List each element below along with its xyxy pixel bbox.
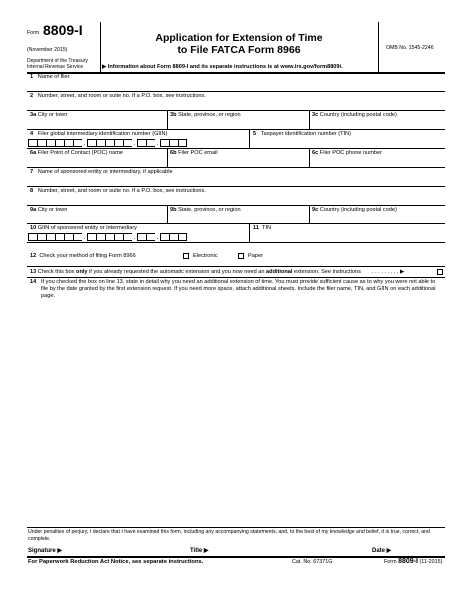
field-label: Filer Point of Contact (POC) name xyxy=(37,150,123,156)
title-line2: to File FATCA Form 8966 xyxy=(177,44,301,56)
paper-checkbox[interactable] xyxy=(238,253,244,259)
poc-phone-input[interactable] xyxy=(312,157,442,166)
field-label: TIN xyxy=(262,225,272,231)
header-divider-right xyxy=(378,22,379,73)
title-label: Title ▶ xyxy=(190,548,209,554)
revision-date: (November 2015) xyxy=(27,47,68,53)
line14-instructions: If you checked the box on line 13, state in detail why you need an additional extension of time. You must provide sufficient cause as to why you were not able to file by the date granted by the first extension request. If you need more space, attach additional sheets. Include the filer name, TIN, and GIIN on each additional page. xyxy=(41,279,436,299)
field-label: Filer global intermediary identification number (GIIN) xyxy=(37,131,168,137)
field-label: State, province, or region xyxy=(178,207,241,213)
penalty-statement: Under penalties of perjury, I declare that I have examined this form, including any accompanying statements, and, to the best of my knowledge and belief, it is true, correct, and complete. xyxy=(28,529,430,542)
footer-form-number: 8809-I xyxy=(398,558,418,565)
field-label: Country (including postal code) xyxy=(319,112,397,118)
sponsored-address-input[interactable] xyxy=(40,196,440,205)
filer-name-input[interactable] xyxy=(40,82,440,91)
line-number: 12 xyxy=(30,253,37,259)
field-label: State, province, or region xyxy=(178,112,241,118)
field-label: GIIN of sponsored entity or intermediary xyxy=(37,225,137,231)
filer-city-input[interactable] xyxy=(30,119,165,128)
header-bottom-rule xyxy=(27,72,445,74)
line-number: 1 xyxy=(30,74,34,80)
paperwork-notice: For Paperwork Reduction Act Notice, see separate instructions. xyxy=(28,559,204,565)
title-field[interactable] xyxy=(210,547,360,556)
dept-line1: Department of the Treasury xyxy=(27,58,88,64)
electronic-checkbox[interactable] xyxy=(183,253,189,259)
sponsored-tin-input[interactable] xyxy=(253,233,441,242)
sponsored-city-input[interactable] xyxy=(30,214,165,223)
field-label: City or town xyxy=(37,112,68,118)
poc-email-input[interactable] xyxy=(170,157,307,166)
field-label: Filer POC phone number xyxy=(319,150,382,156)
form-number: 8809-I xyxy=(43,22,83,38)
field-label: Number, street, and room or suite no. If a P.O. box, see instructions. xyxy=(37,188,206,194)
footer-form-id xyxy=(384,558,442,566)
line-number: 9a xyxy=(30,207,37,213)
field-label-emphasis: only xyxy=(76,269,88,275)
line-number: 2 xyxy=(30,93,34,99)
line-number: 6a xyxy=(30,150,37,156)
line-number: 11 xyxy=(253,225,259,231)
additional-extension-checkbox[interactable] xyxy=(437,269,443,275)
line-number: 3b xyxy=(170,112,177,118)
footer-form-word: Form xyxy=(384,559,397,565)
date-field[interactable] xyxy=(390,547,442,556)
field-label: Check this box xyxy=(37,269,77,275)
line-number: 8 xyxy=(30,188,34,194)
giin-boxes[interactable]: . . . xyxy=(28,139,187,147)
line-number: 7 xyxy=(30,169,34,175)
filer-country-input[interactable] xyxy=(312,119,442,128)
footer-revision: (11-2015) xyxy=(419,559,443,565)
line-number: 13 xyxy=(30,269,37,275)
line-number: 6c xyxy=(312,150,319,156)
paper-label: Paper xyxy=(248,253,263,259)
form-word: Form xyxy=(27,30,40,36)
line-number: 9c xyxy=(312,207,319,213)
sponsored-state-input[interactable] xyxy=(170,214,307,223)
field-label: Check your method of filing Form 8966 xyxy=(39,253,136,259)
catalog-number: Cat. No. 67371G xyxy=(292,559,333,565)
field-label: Name of sponsored entity or intermediary, if applicable xyxy=(37,169,173,175)
sponsored-giin-boxes[interactable]: . . . xyxy=(28,233,187,241)
field-label: Filer POC email xyxy=(178,150,218,156)
info-line: ▶ Information about Form 8809-I and its separate instructions is at www.irs.gov/form8809i. xyxy=(102,64,343,70)
line-number: 4 xyxy=(30,131,34,137)
date-label: Date ▶ xyxy=(372,548,392,554)
field-label: Country (including postal code) xyxy=(319,207,397,213)
filer-address-input[interactable] xyxy=(40,101,440,110)
line-number: 3c xyxy=(312,112,319,118)
field-label: extension. See instructions xyxy=(292,269,361,275)
line-number: 14 xyxy=(30,279,37,285)
field-label: Number, street, and room or suite no. If a P.O. box, see instructions. xyxy=(37,93,206,99)
leader-dots: . . . . . . . . . ▶ xyxy=(372,269,405,275)
electronic-label: Electronic xyxy=(193,253,218,259)
signature-label: Signature ▶ xyxy=(28,548,62,554)
dept-line2: Internal Revenue Service xyxy=(27,64,84,70)
omb-number: OMB No. 1545-2246 xyxy=(386,45,434,51)
sponsored-country-input[interactable] xyxy=(312,214,442,223)
field-label: Name of filer xyxy=(37,74,70,80)
sponsored-entity-name-input[interactable] xyxy=(40,177,440,186)
field-label-emphasis: additional xyxy=(266,269,293,275)
poc-name-input[interactable] xyxy=(30,157,165,166)
signature-field[interactable] xyxy=(66,547,186,556)
filer-tin-input[interactable] xyxy=(253,139,441,148)
title-line1: Application for Extension of Time xyxy=(155,32,323,44)
field-label: if you already requested the automatic extension and you now need an xyxy=(87,269,267,275)
line-number: 5 xyxy=(253,131,257,137)
line-number: 6b xyxy=(170,150,177,156)
line-number: 10 xyxy=(30,225,37,231)
field-label: Taxpayer identification number (TIN) xyxy=(260,131,351,137)
line-number: 9b xyxy=(170,207,177,213)
line-number: 3a xyxy=(30,112,37,118)
field-label: City or town xyxy=(37,207,68,213)
explanation-textarea[interactable] xyxy=(30,302,442,527)
filer-state-input[interactable] xyxy=(170,119,307,128)
